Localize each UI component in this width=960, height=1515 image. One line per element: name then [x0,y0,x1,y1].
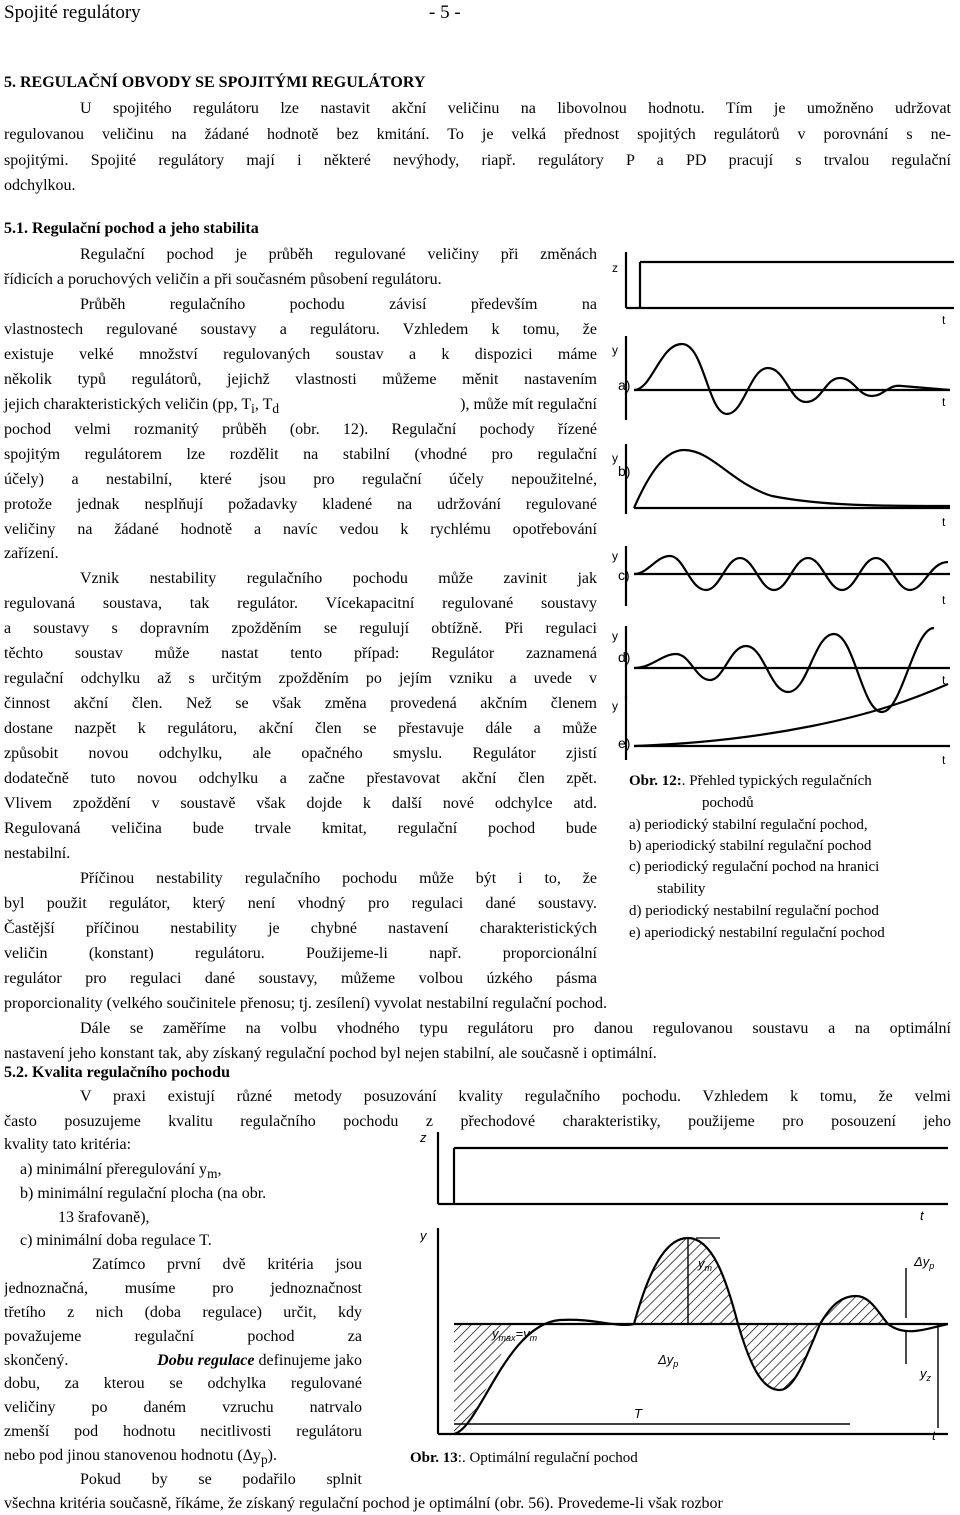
fig12-label-a: a) [618,377,631,393]
fig12-axis-t: t [942,313,946,327]
fig12-caption-item-c: c) periodický regulační pochod na hranici [629,859,880,875]
body-line: řídicích a poruchových veličin a při současném působení regulátoru. [4,271,442,288]
criterion-a: a) minimální přeregulování $y_m$, [20,1161,222,1182]
body-line: dodatečně tuto novou odchylku a začne přestavovat akční člen zpět. [4,770,597,787]
body-line: nastavení jeho konstant tak, aby získaný regulační pochod byl nejen stabilní, ale současně i optimální. [4,1045,657,1062]
body-line: Pokud by se podařilo splnit [80,1471,362,1488]
body-line: Častější příčinou nestability je chybné nastavení charakteristických [4,920,597,937]
criterion-b-cont: 13 šrafovaně), [58,1209,150,1226]
body-line-with-subscripts: jejich charakteristických veličin (pp, $T_i$, $T_d$ ), může mít regulační [4,396,597,417]
body-line: považujeme regulační pochod za [4,1328,362,1345]
fig13-label-ym: $y_m$ [698,1256,712,1273]
body-line: Dále se zaměříme na volbu vhodného typu regulátoru pro danou regulovanou soustavu a na optimální [80,1020,951,1037]
fig13-axis-z: z [420,1130,427,1145]
fig12-caption-item-e: e) aperiodický nestabilní regulační pochod [629,925,885,941]
fig12-label-b: b) [618,463,631,479]
body-line: regulátor pro regulaci dané soustavy, můžeme volbou úzkého pásma [4,970,597,987]
section-5-1-heading: 5.1. Regulační pochod a jeho stabilita [4,220,259,237]
body-line: Vlivem zpoždění v soustavě však dojde k další nové odchylce atd. [4,795,597,812]
body-line: skončený. Dobu regulace definujeme jako [4,1352,362,1369]
fig12-caption-item-c-cont: stability [657,881,706,897]
fig12-label-e: e) [618,735,631,751]
fig12-caption-item-b: b) aperiodický stabilní regulační pochod [629,838,872,854]
body-line: jednoznačná, musíme pro jednoznačnost [4,1280,362,1297]
fig12-axis-y: y [612,343,618,357]
body-line: Regulační pochod je průběh regulované veličiny při změnách [80,246,597,263]
fig12-caption-item-d: d) periodický nestabilní regulační pochod [629,903,879,919]
fig13-label-dyp-top: $\Delta y_p$ [914,1254,935,1271]
fig13-label-T: T [634,1406,642,1421]
body-line: několik typů regulátorů, jejichž vlastnosti můžeme měnit nastavením [4,371,597,388]
fig12-axis-y: y [612,451,618,465]
running-title: Spojité regulátory [4,2,141,23]
section-5-line: regulovanou veličinu na žádané hodnotě bez kmitání. To je velká přednost spojitých regulátorů v porovnání s ne- [4,126,951,143]
fig13-axis-y: y [420,1228,427,1243]
body-line: zmenší pod hodnotu necitlivosti regulátoru [4,1423,362,1440]
section-5-line: U spojitého regulátoru lze nastavit akční veličinu na libovolnou hodnotu. Tím je umožněno udržovat [80,100,951,117]
body-line: existuje velké množství regulovaných soustav a k dispozici máme [4,346,597,363]
body-line: účely) a nestabilní, které jsou pro regulační účely nepoužitelné, [4,471,597,488]
fig12-caption-title: Obr. 12:. Přehled typických regulačních [629,773,872,789]
body-line: a soustavy s dopravním zpožděním se regulují obtížně. Při regulaci [4,620,597,637]
section-5-heading: 5. REGULAČNÍ OBVODY SE SPOJITÝMI REGULÁTORY [4,74,426,91]
fig12-axis-t: t [942,515,946,529]
body-line: Zatímco první dvě kritéria jsou [92,1256,362,1273]
body-line: zařízení. [4,545,59,562]
body-line: Vznik nestability regulačního pochodu může zavinit jak [80,570,597,587]
body-line: všechna kritéria současně, říkáme, že získaný regulační pochod je optimální (obr. 56). Provedeme-li však rozbor [4,1495,723,1512]
body-line: Regulovaná veličina bude trvale kmitat, regulační pochod bude [4,820,597,837]
fig12-label-c: c) [618,567,630,583]
fig12-axis-y: y [612,629,618,643]
body-line: často posuzujeme kvalitu regulačního pochodu z přechodové charakteristiky, použijeme pro posouzení jeho [4,1113,951,1130]
criterion-b: b) minimální regulační plocha (na obr. [20,1185,267,1202]
fig13-label-ymax: $y_{max}=y_m$ [492,1326,538,1343]
fig12-axis-y: y [612,699,618,713]
body-line: protože jednak nesplňují požadavky kladené na udržování regulované [4,496,597,513]
body-line: činnost akční člen. Než se však změna provedená akčním členem [4,695,597,712]
body-line: V praxi existují různé metody posuzování kvality regulačního pochodu. Vzhledem k tomu, že velmi [80,1088,951,1105]
body-line: proporcionality (velkého součinitele přenosu; tj. zesílení) vyvolat nestabilní regulační pochod. [4,995,607,1012]
body-line: vlastnostech regulované soustavy a regulátoru. Vzhledem k tomu, že [4,321,597,338]
body-line: veličin (konstant) regulátoru. Použijeme-li např. proporcionální [4,945,597,962]
body-line: třetího z nich (doba regulace) určit, kdy [4,1304,362,1321]
body-line: nestabilní. [4,845,71,862]
section-5-line: spojitými. Spojité regulátory mají i některé nevýhody, riapř. regulátory P a PD pracují s trvalou regulační [4,152,951,169]
fig12-axis-t: t [942,395,946,409]
page-number: - 5 - [429,2,461,23]
section-5-line: odchylkou. [4,177,76,194]
body-line: dostane nazpět k regulátoru, akční člen se přestavuje dále a může [4,720,597,737]
body-line: byl použit regulátor, který není vhodný pro regulaci dané soustavy. [4,895,597,912]
body-line: pochod velmi rozmanitý průběh (obr. 12). Regulační pochody řízené [4,421,597,438]
fig12-axis-t: t [942,753,946,767]
fig12-axis-y: y [612,549,618,563]
fig13-axis-t-top: t [920,1208,924,1223]
body-line: dobu, za kterou se odchylka regulované [4,1375,362,1392]
fig13-label-yz: $y_z$ [920,1366,931,1383]
fig12-label-d: d) [618,649,631,665]
body-line: spojitým regulátorem lze rozdělit na stabilní (vhodné pro regulační [4,446,597,463]
body-line: Průběh regulačního pochodu závisí především na [80,296,597,313]
fig12-caption-title-cont: pochodů [702,795,754,811]
body-line: kvality tato kritéria: [4,1136,132,1153]
fig13-axis-t: t [932,1428,936,1443]
fig12-caption-item-a: a) periodický stabilní regulační pochod, [629,817,868,833]
body-line: regulační odchylku až s určitým zpožděním po jejím vzniku a uvede v [4,670,597,687]
fig13-label-dyp: $\Delta y_p$ [658,1352,679,1369]
body-line: veličiny po daném vzruchu natrvalo [4,1399,362,1416]
body-line-with-subscript: nebo pod jinou stanovenou hodnotu $(\Delta y_p)$. [4,1447,277,1468]
section-5-2-heading: 5.2. Kvalita regulačního pochodu [4,1064,230,1081]
body-line: těchto soustav může nastat tento případ: Regulátor zaznamená [4,645,597,662]
criterion-c: c) minimální doba regulace T. [20,1232,212,1249]
fig12-axis-z: z [612,261,618,275]
body-line: veličiny na žádané hodnotě a navíc vedou k rychlému opotřebování [4,521,597,538]
figure-12-transient-responses [612,244,960,774]
body-line: Příčinou nestability regulačního pochodu může být i to, že [80,870,597,887]
fig13-caption: Obr. 13:. Optimální regulační pochod [410,1450,638,1466]
figure-13-optimal-response [420,1128,960,1444]
fig12-axis-t: t [942,593,946,607]
body-line: způsobit novou odchylku, ale opačného smyslu. Regulátor zjistí [4,745,597,762]
fig12-axis-t: t [942,673,946,687]
body-line: regulovaná soustava, tak regulátor. Vícekapacitní regulované soustavy [4,595,597,612]
